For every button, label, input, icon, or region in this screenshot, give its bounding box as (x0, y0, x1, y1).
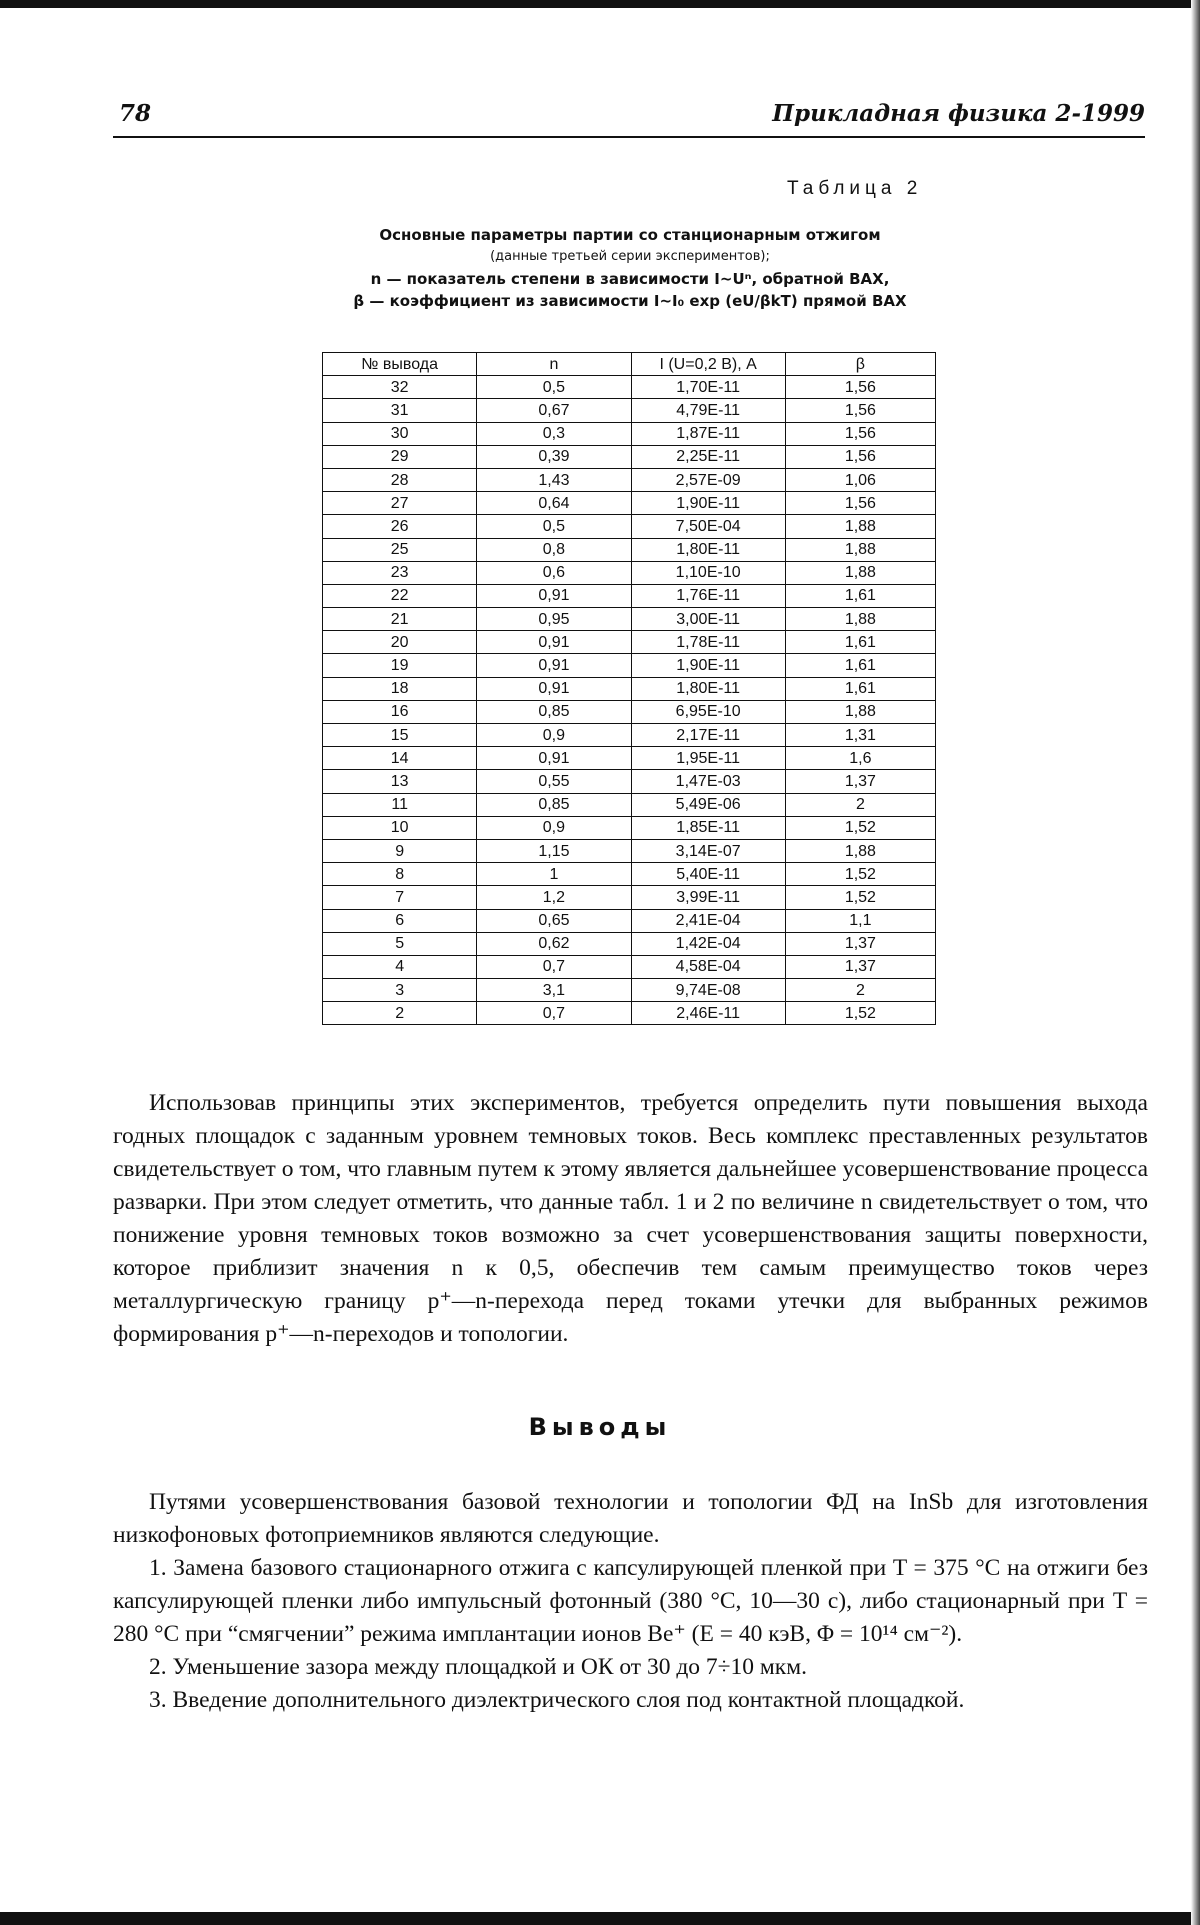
table-cell: 15 (323, 724, 477, 747)
table-cell: 1,52 (785, 886, 935, 909)
table-row (323, 793, 936, 816)
table-cell: 4,58E-04 (631, 955, 785, 978)
table-cell: 1,88 (785, 608, 935, 631)
table-cell: 2,25E-11 (631, 445, 785, 468)
table-cell: 0,9 (477, 724, 631, 747)
table-cell: 1,88 (785, 700, 935, 723)
table-row (323, 677, 936, 700)
table-cell: 0,91 (477, 631, 631, 654)
table-cell: 1,90E-11 (631, 654, 785, 677)
table-row (323, 631, 936, 654)
table-cell: 0,55 (477, 770, 631, 793)
table-cell: 9 (323, 839, 477, 862)
table-cell: 2,46E-11 (631, 1002, 785, 1025)
table-cell: 6 (323, 909, 477, 932)
table-row (323, 399, 936, 422)
table-cell: 0,91 (477, 677, 631, 700)
table-row (323, 932, 936, 955)
table-cell: 1,61 (785, 677, 935, 700)
table-body (323, 376, 936, 1025)
table-row (323, 538, 936, 561)
table-cell: 0,8 (477, 538, 631, 561)
table-row (323, 608, 936, 631)
table-cell: 1,43 (477, 468, 631, 491)
table-cell: 28 (323, 468, 477, 491)
table-cell: 1,42E-04 (631, 932, 785, 955)
table-cell: 19 (323, 654, 477, 677)
table-row (323, 376, 936, 399)
table-cell: 26 (323, 515, 477, 538)
table-row (323, 561, 936, 584)
table-cell: 1,37 (785, 770, 935, 793)
table-cell: 1,95E-11 (631, 747, 785, 770)
table-cell: 1,88 (785, 515, 935, 538)
table-cell: 2,57E-09 (631, 468, 785, 491)
table-cell: 1,61 (785, 654, 935, 677)
table-cell: 1,06 (785, 468, 935, 491)
table-cell: 1,15 (477, 839, 631, 862)
table-cell: 1,52 (785, 1002, 935, 1025)
table-cell: 0,91 (477, 654, 631, 677)
table-cell: 1,1 (785, 909, 935, 932)
caption-line-3: n — показатель степени в зависимости I~Uⁿ, обратной ВАХ, (370, 270, 890, 288)
table-label: Таблица 2 (787, 178, 923, 199)
header-n: n (477, 353, 631, 376)
table-cell: 0,91 (477, 584, 631, 607)
table-cell: 1,70E-11 (631, 376, 785, 399)
table-row (323, 700, 936, 723)
table-cell: 10 (323, 816, 477, 839)
page-number: 78 (119, 100, 152, 127)
table-cell: 11 (323, 793, 477, 816)
body-paragraph (113, 1087, 1148, 1351)
data-table (322, 352, 936, 1025)
table-cell: 7 (323, 886, 477, 909)
table-row (323, 816, 936, 839)
table-row (323, 886, 936, 909)
table-cell: 1,88 (785, 561, 935, 584)
table-cell: 18 (323, 677, 477, 700)
table-row (323, 584, 936, 607)
header-pin-number: № вывода (323, 353, 477, 376)
table-cell: 6,95E-10 (631, 700, 785, 723)
journal-title: Прикладная физика 2-1999 (772, 100, 1145, 127)
table-cell: 0,7 (477, 955, 631, 978)
table-cell: 1,78E-11 (631, 631, 785, 654)
table-cell: 1,10E-10 (631, 561, 785, 584)
table-cell: 25 (323, 538, 477, 561)
conclusion-item-3: 3. Введение дополнительного диэлектрического слоя под контактной площадкой. (149, 1687, 965, 1713)
table-cell: 27 (323, 492, 477, 515)
paragraph-1: Использовав принципы этих экспериментов, требуется определить пути повышения выхода годных площадок с заданным уровнем темновых токов. Весь комплекс преставленных результатов свидетельствует о том, что главным путем к этому является дальнейшее усовершенствование процесса разварки. При этом следует отметить, что данные табл. 1 и 2 по величине n свидетельствует о том, что понижение уровня темновых токов возможно за счет усовершенствования защиты поверхности, которое приблизит значения n к 0,5, обеспечив тем самым преимущество токов через металлургическую границу p⁺—n-перехода перед токами утечки для выбранных режимов формирования p⁺—n-переходов и топологии. (113, 1090, 1148, 1347)
table-cell: 3 (323, 979, 477, 1002)
conclusion-item-1: 1. Замена базового стационарного отжига с капсулирующей пленкой при T = 375 °C на отжиги без капсулирующей пленки либо импульсный фотонный (380 °C, 10—30 с), либо стационарный при T = 280 °C при “смягчении” режима имплантации ионов Be⁺ (E = 40 кэВ, Φ = 10¹⁴ см⁻²). (113, 1555, 1148, 1647)
table-row (323, 955, 936, 978)
table-cell: 1,80E-11 (631, 677, 785, 700)
table-cell: 1,31 (785, 724, 935, 747)
table-cell: 4,79E-11 (631, 399, 785, 422)
table-cell: 31 (323, 399, 477, 422)
table-row (323, 422, 936, 445)
table-cell: 1,47E-03 (631, 770, 785, 793)
header-beta: β (785, 353, 935, 376)
table-cell: 1,85E-11 (631, 816, 785, 839)
table-cell: 0,85 (477, 700, 631, 723)
table-cell: 23 (323, 561, 477, 584)
table-cell: 30 (323, 422, 477, 445)
table-cell: 0,7 (477, 1002, 631, 1025)
table-row (323, 492, 936, 515)
table-cell: 8 (323, 863, 477, 886)
table-cell: 1,56 (785, 422, 935, 445)
table-cell: 16 (323, 700, 477, 723)
table-cell: 1,80E-11 (631, 538, 785, 561)
table-cell: 0,91 (477, 747, 631, 770)
table-row (323, 863, 936, 886)
conclusions-intro: Путями усовершенствования базовой технологии и топологии ФД на InSb для изготовления низкофоновых фотоприемников являются следующие. (113, 1489, 1148, 1548)
table-cell: 9,74E-08 (631, 979, 785, 1002)
table-cell: 1,37 (785, 932, 935, 955)
table-cell: 4 (323, 955, 477, 978)
table-cell: 3,14E-07 (631, 839, 785, 862)
table-cell: 2 (785, 793, 935, 816)
table-cell: 1 (477, 863, 631, 886)
table-cell: 0,3 (477, 422, 631, 445)
table-cell: 0,39 (477, 445, 631, 468)
table-cell: 0,85 (477, 793, 631, 816)
table-header-row (323, 353, 936, 376)
table-row (323, 724, 936, 747)
table-cell: 0,67 (477, 399, 631, 422)
table-cell: 5,49E-06 (631, 793, 785, 816)
table-cell: 3,00E-11 (631, 608, 785, 631)
table-caption (240, 224, 1020, 312)
table-cell: 0,65 (477, 909, 631, 932)
table-cell: 2 (323, 1002, 477, 1025)
table-cell: 1,61 (785, 584, 935, 607)
table-cell: 0,5 (477, 376, 631, 399)
table-cell: 1,76E-11 (631, 584, 785, 607)
table-cell: 1,87E-11 (631, 422, 785, 445)
table-cell: 1,56 (785, 376, 935, 399)
table-cell: 1,37 (785, 955, 935, 978)
caption-line-1: Основные параметры партии со станционарным отжигом (379, 226, 881, 244)
caption-line-2: (данные третьей серии экспериментов); (490, 249, 770, 264)
table-cell: 1,52 (785, 816, 935, 839)
table-cell: 0,62 (477, 932, 631, 955)
table-cell: 3,99E-11 (631, 886, 785, 909)
table-cell: 5 (323, 932, 477, 955)
table-cell: 7,50E-04 (631, 515, 785, 538)
table-cell: 1,88 (785, 538, 935, 561)
header-current: I (U=0,2 В), А (631, 353, 785, 376)
table-cell: 1,61 (785, 631, 935, 654)
table-cell: 0,9 (477, 816, 631, 839)
table-cell: 1,2 (477, 886, 631, 909)
table-cell: 0,6 (477, 561, 631, 584)
table-cell: 1,6 (785, 747, 935, 770)
table-cell: 0,64 (477, 492, 631, 515)
table-row (323, 747, 936, 770)
table-cell: 2,41E-04 (631, 909, 785, 932)
table-row (323, 979, 936, 1002)
table-cell: 13 (323, 770, 477, 793)
table-cell: 21 (323, 608, 477, 631)
table-row (323, 654, 936, 677)
table-cell: 29 (323, 445, 477, 468)
table-row (323, 770, 936, 793)
table-cell: 2,17E-11 (631, 724, 785, 747)
table-row (323, 468, 936, 491)
table-cell: 1,56 (785, 492, 935, 515)
table-cell: 32 (323, 376, 477, 399)
running-header (113, 96, 1145, 138)
table-cell: 0,5 (477, 515, 631, 538)
table-cell: 1,56 (785, 445, 935, 468)
table-cell: 5,40E-11 (631, 863, 785, 886)
table-cell: 1,52 (785, 863, 935, 886)
section-title-conclusions: Выводы (528, 1413, 672, 1441)
table-cell: 1,56 (785, 399, 935, 422)
table-cell: 1,88 (785, 839, 935, 862)
table-cell: 3,1 (477, 979, 631, 1002)
table-cell: 14 (323, 747, 477, 770)
table-cell: 22 (323, 584, 477, 607)
table-cell: 2 (785, 979, 935, 1002)
conclusions-block (113, 1486, 1148, 1717)
table-cell: 1,90E-11 (631, 492, 785, 515)
table-row (323, 445, 936, 468)
table-row (323, 1002, 936, 1025)
table-cell: 0,95 (477, 608, 631, 631)
table-row (323, 515, 936, 538)
table-row (323, 909, 936, 932)
caption-line-4: β — коэффициент из зависимости I~I₀ exp (eU/βkT) прямой ВАХ (353, 292, 907, 310)
table-cell: 20 (323, 631, 477, 654)
conclusion-item-2: 2. Уменьшение зазора между площадкой и ОК от 30 до 7÷10 мкм. (149, 1654, 807, 1680)
table-row (323, 839, 936, 862)
